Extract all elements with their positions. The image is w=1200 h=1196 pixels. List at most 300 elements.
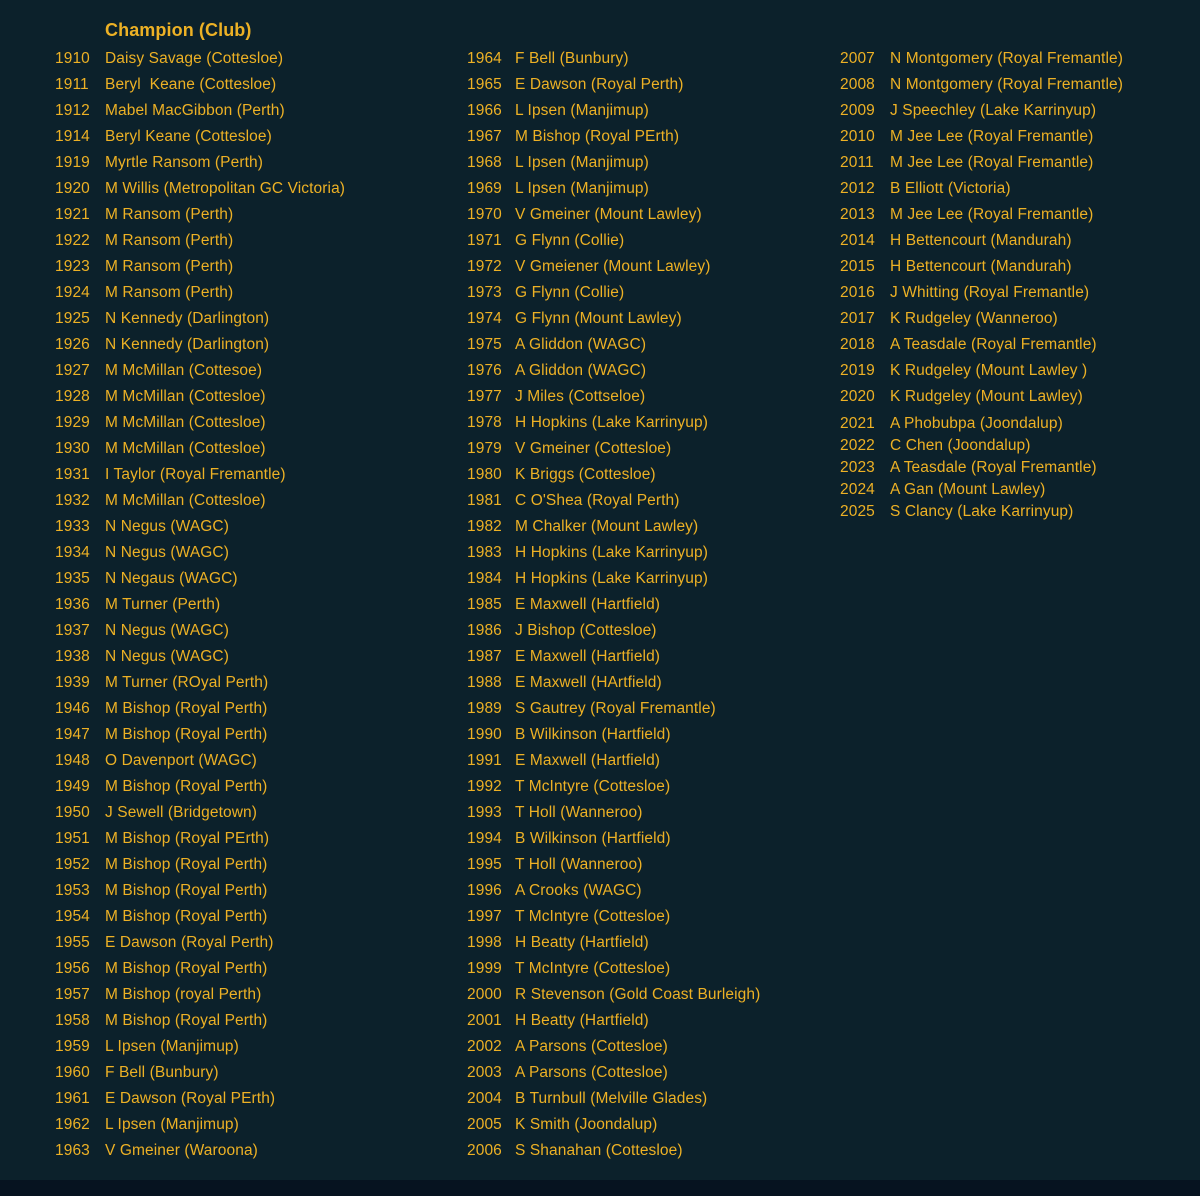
year-label: 1938	[55, 648, 90, 665]
champion-name: L Ipsen (Manjimup)	[515, 180, 649, 197]
champion-row-1984	[467, 566, 760, 592]
champion-name: K Smith (Joondalup)	[515, 1116, 658, 1133]
champion-row-1963	[55, 1138, 345, 1164]
year-label: 1995	[467, 856, 502, 873]
year-label: 2002	[467, 1038, 502, 1055]
champion-name: S Gautrey (Royal Fremantle)	[515, 700, 716, 717]
champion-name: A Parsons (Cottesloe)	[515, 1038, 668, 1055]
year-label: 2005	[467, 1116, 502, 1133]
year-label: 2011	[840, 154, 874, 171]
year-label: 1979	[467, 440, 502, 457]
champion-row-1973	[467, 280, 760, 306]
champion-row-1935	[55, 566, 345, 592]
year-label: 2004	[467, 1090, 502, 1107]
footer-strip	[0, 1180, 1200, 1196]
champion-row-1924	[55, 280, 345, 306]
champion-row-1970	[467, 202, 760, 228]
champion-row-1922	[55, 228, 345, 254]
champion-name: K Rudgeley (Mount Lawley )	[890, 362, 1088, 379]
year-label: 2016	[840, 284, 875, 301]
champion-name: N Montgomery (Royal Fremantle)	[890, 76, 1123, 93]
year-label: 1952	[55, 856, 90, 873]
champion-name: V Gmeiener (Mount Lawley)	[515, 258, 711, 275]
champion-row-1969	[467, 176, 760, 202]
champion-name: J Whitting (Royal Fremantle)	[890, 284, 1090, 301]
champion-row-1985	[467, 592, 760, 618]
champion-name: Beryl Keane (Cottesloe)	[105, 76, 277, 93]
champion-row-1977	[467, 384, 760, 410]
champion-name: N Negus (WAGC)	[105, 648, 229, 665]
year-label: 1965	[467, 76, 502, 93]
year-label: 2013	[840, 206, 875, 223]
champion-name: E Maxwell (Hartfield)	[515, 752, 661, 769]
champion-row-1965	[467, 72, 760, 98]
year-label: 1981	[467, 492, 502, 509]
year-label: 1955	[55, 934, 90, 951]
year-label: 1998	[467, 934, 502, 951]
year-label: 1919	[55, 154, 90, 171]
champion-name: S Clancy (Lake Karrinyup)	[890, 503, 1074, 520]
champion-row-1992	[467, 774, 760, 800]
champion-row-1997	[467, 904, 760, 930]
champion-name: M McMillan (Cottesloe)	[105, 388, 266, 405]
champion-row-1979	[467, 436, 760, 462]
champion-row-1987	[467, 644, 760, 670]
year-label: 1985	[467, 596, 502, 613]
year-label: 1986	[467, 622, 502, 639]
champion-name: A Teasdale (Royal Fremantle)	[890, 459, 1097, 476]
champion-name: H Beatty (Hartfield)	[515, 1012, 649, 1029]
champion-row-2017	[840, 306, 1123, 332]
champion-row-1930	[55, 436, 345, 462]
year-label: 1925	[55, 310, 90, 327]
champion-row-2008	[840, 72, 1123, 98]
champion-name: V Gmeiner (Cottesloe)	[515, 440, 672, 457]
page-title: Champion (Club)	[105, 20, 252, 40]
year-label: 2007	[840, 50, 875, 67]
champion-name: M McMillan (Cottesloe)	[105, 414, 266, 431]
champion-row-2014	[840, 228, 1123, 254]
year-label: 1991	[467, 752, 502, 769]
year-label: 1954	[55, 908, 90, 925]
year-label: 2015	[840, 258, 875, 275]
year-label: 1968	[467, 154, 502, 171]
year-label: 1951	[55, 830, 90, 847]
champion-name: C Chen (Joondalup)	[890, 437, 1031, 454]
champion-row-1929	[55, 410, 345, 436]
year-label: 1953	[55, 882, 90, 899]
champion-row-1966	[467, 98, 760, 124]
champion-name: M Bishop (Royal Perth)	[105, 960, 268, 977]
champion-row-1999	[467, 956, 760, 982]
year-label: 2014	[840, 232, 875, 249]
champion-row-1931	[55, 462, 345, 488]
champion-row-2009	[840, 98, 1123, 124]
year-label: 2019	[840, 362, 875, 379]
champion-row-1927	[55, 358, 345, 384]
champion-row-1978	[467, 410, 760, 436]
champion-row-1919	[55, 150, 345, 176]
champion-name: S Shanahan (Cottesloe)	[515, 1142, 683, 1159]
champion-row-1946	[55, 696, 345, 722]
year-label: 1960	[55, 1064, 90, 1081]
champion-row-1937	[55, 618, 345, 644]
year-label: 1967	[467, 128, 502, 145]
champions-column-1964-2006	[467, 46, 760, 1164]
champion-name: K Rudgeley (Mount Lawley)	[890, 388, 1083, 405]
champion-row-1934	[55, 540, 345, 566]
champion-row-2004	[467, 1086, 760, 1112]
champion-row-1955	[55, 930, 345, 956]
champion-name: C O'Shea (Royal Perth)	[515, 492, 680, 509]
champion-name: H Hopkins (Lake Karrinyup)	[515, 414, 708, 431]
year-label: 1934	[55, 544, 90, 561]
year-label: 2001	[467, 1012, 502, 1029]
champion-name: M McMillan (Cottesloe)	[105, 440, 266, 457]
year-label: 1950	[55, 804, 90, 821]
champion-name: E Dawson (Royal PErth)	[105, 1090, 276, 1107]
champion-name: J Miles (Cottseloe)	[515, 388, 646, 405]
champion-name: M Jee Lee (Royal Fremantle)	[890, 128, 1094, 145]
champion-row-1951	[55, 826, 345, 852]
year-label: 1928	[55, 388, 90, 405]
champion-name: H Bettencourt (Mandurah)	[890, 258, 1072, 275]
champion-name: B Wilkinson (Hartfield)	[515, 726, 671, 743]
year-label: 1935	[55, 570, 90, 587]
champion-name: A Phobubpa (Joondalup)	[890, 415, 1063, 432]
year-label: 1939	[55, 674, 90, 691]
champion-name: E Maxwell (Hartfield)	[515, 648, 661, 665]
champion-row-2022	[840, 435, 1123, 457]
champion-name: M Jee Lee (Royal Fremantle)	[890, 154, 1094, 171]
champion-row-1971	[467, 228, 760, 254]
year-label: 1922	[55, 232, 90, 249]
year-label: 2017	[840, 310, 875, 327]
year-label: 1973	[467, 284, 502, 301]
champion-row-2001	[467, 1008, 760, 1034]
champion-name: T McIntyre (Cottesloe)	[515, 960, 671, 977]
year-label: 2010	[840, 128, 875, 145]
year-label: 1992	[467, 778, 502, 795]
champion-name: B Turnbull (Melville Glades)	[515, 1090, 708, 1107]
year-label: 1994	[467, 830, 502, 847]
year-label: 1990	[467, 726, 502, 743]
champion-name: V Gmeiner (Waroona)	[105, 1142, 258, 1159]
champion-row-1956	[55, 956, 345, 982]
year-label: 1964	[467, 50, 502, 67]
champion-name: A Gliddon (WAGC)	[515, 336, 647, 353]
champion-row-1928	[55, 384, 345, 410]
year-label: 1959	[55, 1038, 90, 1055]
champion-row-1933	[55, 514, 345, 540]
year-label: 1972	[467, 258, 502, 275]
champion-row-1996	[467, 878, 760, 904]
champion-row-2003	[467, 1060, 760, 1086]
champion-name: M Bishop (Royal PErth)	[515, 128, 680, 145]
champion-name: V Gmeiner (Mount Lawley)	[515, 206, 702, 223]
champion-row-1967	[467, 124, 760, 150]
champion-name: N Negus (WAGC)	[105, 544, 229, 561]
year-label: 1911	[55, 76, 89, 93]
year-label: 2006	[467, 1142, 502, 1159]
champion-name: E Dawson (Royal Perth)	[515, 76, 684, 93]
year-label: 2009	[840, 102, 875, 119]
champion-row-1975	[467, 332, 760, 358]
champion-name: M Bishop (Royal Perth)	[105, 908, 268, 925]
champion-row-1964	[467, 46, 760, 72]
year-label: 1923	[55, 258, 90, 275]
champion-row-1954	[55, 904, 345, 930]
champion-row-1932	[55, 488, 345, 514]
champion-name: M Chalker (Mount Lawley)	[515, 518, 699, 535]
champion-row-2021	[840, 413, 1123, 435]
year-label: 2021	[840, 415, 875, 432]
champion-row-1953	[55, 878, 345, 904]
champion-name: G Flynn (Collie)	[515, 232, 625, 249]
champion-row-1949	[55, 774, 345, 800]
champion-name: L Ipsen (Manjimup)	[515, 102, 649, 119]
champion-name: G Flynn (Collie)	[515, 284, 625, 301]
year-label: 1984	[467, 570, 502, 587]
champion-row-1982	[467, 514, 760, 540]
champion-row-1936	[55, 592, 345, 618]
champion-name: J Bishop (Cottesloe)	[515, 622, 657, 639]
champion-row-2024	[840, 479, 1123, 501]
champion-row-2013	[840, 202, 1123, 228]
champion-name: M Bishop (royal Perth)	[105, 986, 262, 1003]
year-label: 2008	[840, 76, 875, 93]
champion-name: M Jee Lee (Royal Fremantle)	[890, 206, 1094, 223]
year-label: 1947	[55, 726, 90, 743]
champion-name: M Bishop (Royal Perth)	[105, 856, 268, 873]
year-label: 1974	[467, 310, 502, 327]
year-label: 1921	[55, 206, 90, 223]
year-label: 2012	[840, 180, 875, 197]
year-label: 1977	[467, 388, 502, 405]
champion-row-1948	[55, 748, 345, 774]
champion-row-1912	[55, 98, 345, 124]
champion-name: T Holl (Wanneroo)	[515, 804, 643, 821]
champion-name: H Hopkins (Lake Karrinyup)	[515, 544, 708, 561]
champion-row-2007	[840, 46, 1123, 72]
year-label: 1993	[467, 804, 502, 821]
champion-row-1920	[55, 176, 345, 202]
year-label: 1962	[55, 1116, 90, 1133]
champion-row-1911	[55, 72, 345, 98]
champion-name: J Speechley (Lake Karrinyup)	[890, 102, 1097, 119]
champion-name: J Sewell (Bridgetown)	[105, 804, 257, 821]
champion-name: Myrtle Ransom (Perth)	[105, 154, 263, 171]
year-label: 1949	[55, 778, 90, 795]
champion-row-2023	[840, 457, 1123, 479]
champion-row-1976	[467, 358, 760, 384]
champion-row-1972	[467, 254, 760, 280]
year-label: 1999	[467, 960, 502, 977]
year-label: 2000	[467, 986, 502, 1003]
champion-name: N Montgomery (Royal Fremantle)	[890, 50, 1123, 67]
champion-name: B Wilkinson (Hartfield)	[515, 830, 671, 847]
champion-name: M Willis (Metropolitan GC Victoria)	[105, 180, 346, 197]
champion-name: L Ipsen (Manjimup)	[515, 154, 649, 171]
year-label: 2018	[840, 336, 875, 353]
champion-name: M Turner (ROyal Perth)	[105, 674, 269, 691]
year-label: 1988	[467, 674, 502, 691]
champion-name: A Gliddon (WAGC)	[515, 362, 647, 379]
champion-name: F Bell (Bunbury)	[515, 50, 629, 67]
year-label: 1958	[55, 1012, 90, 1029]
champion-row-2016	[840, 280, 1123, 306]
year-label: 1966	[467, 102, 502, 119]
champion-row-2005	[467, 1112, 760, 1138]
champion-name: M Bishop (Royal Perth)	[105, 700, 268, 717]
champion-row-1991	[467, 748, 760, 774]
champion-name: H Hopkins (Lake Karrinyup)	[515, 570, 708, 587]
champion-row-1995	[467, 852, 760, 878]
year-label: 1961	[55, 1090, 90, 1107]
champion-row-1959	[55, 1034, 345, 1060]
champion-name: E Dawson (Royal Perth)	[105, 934, 274, 951]
year-label: 1971	[467, 232, 502, 249]
year-label: 1969	[467, 180, 502, 197]
champion-name: M Bishop (Royal Perth)	[105, 1012, 268, 1029]
year-label: 1929	[55, 414, 90, 431]
champion-name: G Flynn (Mount Lawley)	[515, 310, 682, 327]
champion-row-1986	[467, 618, 760, 644]
year-label: 1975	[467, 336, 502, 353]
year-label: 1996	[467, 882, 502, 899]
year-label: 1930	[55, 440, 90, 457]
champion-row-2018	[840, 332, 1123, 358]
champion-name: M Ransom (Perth)	[105, 232, 234, 249]
champion-row-1962	[55, 1112, 345, 1138]
champion-row-2002	[467, 1034, 760, 1060]
champion-name: M Ransom (Perth)	[105, 206, 234, 223]
champion-row-1914	[55, 124, 345, 150]
champion-name: M Ransom (Perth)	[105, 284, 234, 301]
year-label: 2024	[840, 481, 875, 498]
champion-name: T McIntyre (Cottesloe)	[515, 908, 671, 925]
champion-name: K Rudgeley (Wanneroo)	[890, 310, 1058, 327]
year-label: 1956	[55, 960, 90, 977]
champion-name: L Ipsen (Manjimup)	[105, 1116, 239, 1133]
year-label: 1983	[467, 544, 502, 561]
year-label: 2020	[840, 388, 875, 405]
champion-row-1981	[467, 488, 760, 514]
champion-row-1923	[55, 254, 345, 280]
year-label: 1976	[467, 362, 502, 379]
champion-name: M McMillan (Cottesoe)	[105, 362, 263, 379]
year-label: 1946	[55, 700, 90, 717]
champion-row-1910	[55, 46, 345, 72]
champion-row-1957	[55, 982, 345, 1008]
champion-row-2012	[840, 176, 1123, 202]
year-label: 1989	[467, 700, 502, 717]
champion-row-2011	[840, 150, 1123, 176]
champion-name: R Stevenson (Gold Coast Burleigh)	[515, 986, 761, 1003]
champion-row-1960	[55, 1060, 345, 1086]
champion-name: A Teasdale (Royal Fremantle)	[890, 336, 1097, 353]
champion-row-2000	[467, 982, 760, 1008]
champion-row-1939	[55, 670, 345, 696]
champion-name: A Parsons (Cottesloe)	[515, 1064, 668, 1081]
year-label: 1970	[467, 206, 502, 223]
champion-row-1974	[467, 306, 760, 332]
champion-name: M Bishop (Royal Perth)	[105, 778, 268, 795]
year-label: 2022	[840, 437, 875, 454]
champion-row-2015	[840, 254, 1123, 280]
champion-name: Beryl Keane (Cottesloe)	[105, 128, 272, 145]
champion-name: T McIntyre (Cottesloe)	[515, 778, 671, 795]
champion-name: M Bishop (Royal Perth)	[105, 726, 268, 743]
champions-column-1910-1963	[55, 46, 345, 1164]
champion-row-1993	[467, 800, 760, 826]
year-label: 1927	[55, 362, 90, 379]
champion-name: Daisy Savage (Cottesloe)	[105, 50, 284, 67]
champion-name: A Gan (Mount Lawley)	[890, 481, 1046, 498]
champion-row-1947	[55, 722, 345, 748]
champion-name: N Kennedy (Darlington)	[105, 336, 270, 353]
year-label: 1937	[55, 622, 90, 639]
year-label: 1948	[55, 752, 90, 769]
champion-name: H Bettencourt (Mandurah)	[890, 232, 1072, 249]
year-label: 1933	[55, 518, 90, 535]
year-label: 2025	[840, 503, 875, 520]
year-label: 2023	[840, 459, 875, 476]
year-label: 1910	[55, 50, 90, 67]
champion-row-1968	[467, 150, 760, 176]
year-label: 1931	[55, 466, 90, 483]
year-label: 1914	[55, 128, 90, 145]
champion-row-1938	[55, 644, 345, 670]
champion-name: A Crooks (WAGC)	[515, 882, 642, 899]
champion-name: F Bell (Bunbury)	[105, 1064, 219, 1081]
champion-name: T Holl (Wanneroo)	[515, 856, 643, 873]
champion-name: L Ipsen (Manjimup)	[105, 1038, 239, 1055]
champion-name: M Bishop (Royal Perth)	[105, 882, 268, 899]
champion-name: O Davenport (WAGC)	[105, 752, 257, 769]
champions-column-2007-2025	[840, 46, 1123, 523]
year-label: 2003	[467, 1064, 502, 1081]
champion-row-2019	[840, 358, 1123, 384]
year-label: 1926	[55, 336, 90, 353]
champion-row-2010	[840, 124, 1123, 150]
champion-row-1925	[55, 306, 345, 332]
year-label: 1997	[467, 908, 502, 925]
champion-row-1921	[55, 202, 345, 228]
champion-row-2020	[840, 384, 1123, 410]
champion-row-1998	[467, 930, 760, 956]
year-label: 1912	[55, 102, 90, 119]
year-label: 1957	[55, 986, 90, 1003]
year-label: 1987	[467, 648, 502, 665]
champion-row-1958	[55, 1008, 345, 1034]
champion-name: M Turner (Perth)	[105, 596, 221, 613]
year-label: 1963	[55, 1142, 90, 1159]
champion-name: N Kennedy (Darlington)	[105, 310, 270, 327]
champion-name: E Maxwell (HArtfield)	[515, 674, 662, 691]
champion-row-1926	[55, 332, 345, 358]
champion-name: I Taylor (Royal Fremantle)	[105, 466, 286, 483]
champion-name: N Negaus (WAGC)	[105, 570, 238, 587]
champion-name: E Maxwell (Hartfield)	[515, 596, 661, 613]
year-label: 1932	[55, 492, 90, 509]
champion-name: M Bishop (Royal PErth)	[105, 830, 270, 847]
champion-name: H Beatty (Hartfield)	[515, 934, 649, 951]
year-label: 1980	[467, 466, 502, 483]
year-label: 1936	[55, 596, 90, 613]
champion-row-1950	[55, 800, 345, 826]
champion-row-1990	[467, 722, 760, 748]
